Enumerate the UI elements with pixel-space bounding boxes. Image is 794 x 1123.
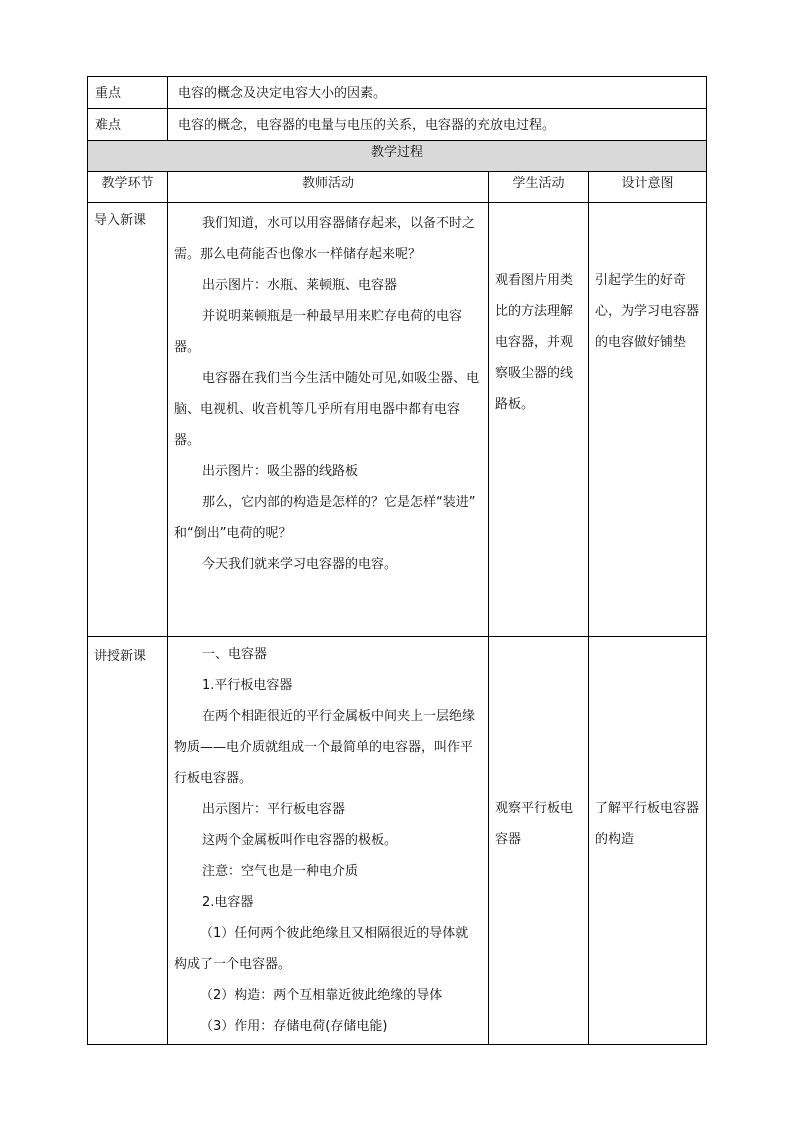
stage-cell: 讲授新课: [88, 637, 168, 1045]
teacher-paragraph: 出示图片：吸尘器的线路板: [202, 464, 359, 479]
teacher-activity-cell: [168, 203, 489, 637]
column-header-intent: 设计意图: [589, 172, 707, 203]
section-row-intro: [88, 203, 707, 637]
teacher-activity-cell: [168, 637, 489, 1045]
teacher-paragraph: 2.电容器: [202, 895, 254, 910]
key-point-text: 电容的概念及决定电容大小的因素。: [168, 77, 707, 109]
column-header-row: [88, 172, 707, 203]
teacher-paragraph: （2）构造：两个互相靠近彼此绝缘的导体: [200, 988, 443, 1003]
difficulty-text: 电容的概念，电容器的电量与电压的关系，电容器的充放电过程。: [168, 109, 707, 141]
teacher-paragraph: 我们知道，水可以用容器储存起来，以备不时之需。那么电荷能否也像水一样储存起来呢？: [174, 216, 476, 262]
teacher-paragraph: 那么，它内部的构造是怎样的？它是怎样“装进” 和“倒出”电荷的呢？: [174, 495, 476, 541]
lesson-plan-table: [87, 76, 707, 1045]
teacher-paragraph: 注意：空气也是一种电介质: [202, 864, 359, 879]
teacher-paragraph: 1.平行板电容器: [202, 678, 293, 693]
section-row-lecture: [88, 637, 707, 1045]
student-activity-cell: [489, 637, 589, 1045]
column-header-student: 学生活动: [489, 172, 589, 203]
difficulty-row: [88, 109, 707, 141]
student-activity-text: 观看图片用类比的方法理解电容器，并观察吸尘器的线路板。: [495, 273, 574, 412]
teacher-paragraph: 并说明莱顿瓶是一种最早用来贮存电荷的电容器。: [174, 309, 463, 355]
key-point-label: 重点: [88, 77, 168, 109]
teacher-paragraph: 出示图片：水瓶、莱顿瓶、电容器: [202, 278, 398, 293]
teacher-paragraph: （3）作用：存储电荷(存储电能): [200, 1019, 388, 1034]
teacher-paragraph: 今天我们就来学习电容器的电容。: [202, 557, 398, 572]
stage-cell: 导入新课: [88, 203, 168, 637]
teacher-paragraph: （1）任何两个彼此绝缘且又相隔很近的导体就构成了一个电容器。: [174, 926, 469, 972]
design-intent-text: 引起学生的好奇心，为学习电容器的电容做好铺垫: [595, 273, 700, 350]
column-header-teacher: 教师活动: [168, 172, 489, 203]
teacher-paragraph: 一、电容器: [202, 647, 268, 662]
section-title-row: [88, 141, 707, 172]
teacher-paragraph: 出示图片：平行板电容器: [202, 802, 346, 817]
student-activity-text: 观察平行板电容器: [495, 801, 574, 847]
design-intent-cell: [589, 203, 707, 637]
teacher-paragraph: 电容器在我们当今生活中随处可见,如吸尘器、电脑、电视机、收音机等几乎所有用电器中都有电容器。: [174, 371, 480, 448]
teacher-paragraph: 这两个金属板叫作电容器的极板。: [202, 833, 398, 848]
difficulty-label: 难点: [88, 109, 168, 141]
column-header-stage: 教学环节: [88, 172, 168, 203]
design-intent-text: 了解平行板电容器的构造: [595, 801, 700, 847]
key-point-row: [88, 77, 707, 109]
design-intent-cell: [589, 637, 707, 1045]
student-activity-cell: [489, 203, 589, 637]
section-title: 教学过程: [88, 141, 707, 172]
teacher-paragraph: 在两个相距很近的平行金属板中间夹上一层绝缘物质——电介质就组成一个最简单的电容器，叫作平行板电容器。: [174, 709, 476, 786]
